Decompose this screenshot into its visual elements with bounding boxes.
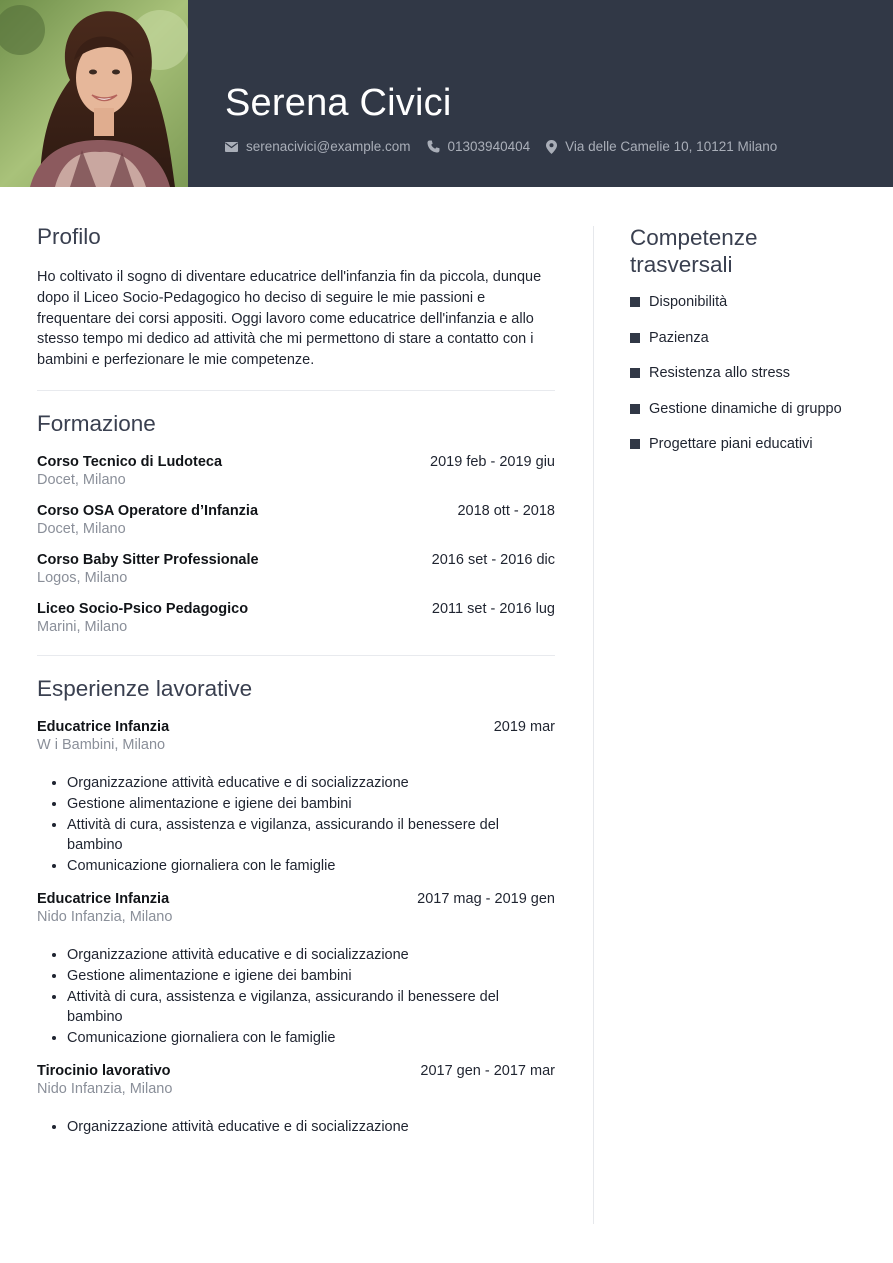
skill-label: Resistenza allo stress [649,365,791,381]
bullet-item: • Organizzazione attività educative e di socializzazione [67,1117,555,1138]
education-item-date: 2018 ott - 2018 [457,502,555,519]
square-bullet-icon [630,439,640,449]
skill-item [630,328,860,349]
experience-item-title: Educatrice Infanzia [37,890,170,907]
skill-label: Disponibilità [649,294,728,310]
education-item-title: Liceo Socio-Psico Pedagogico [37,600,249,617]
skill-label: Progettare piani educativi [649,436,813,452]
contact-phone[interactable] [427,139,531,154]
skill-label: Gestione dinamiche di gruppo [649,400,842,417]
main-column [37,224,555,1152]
square-bullet-icon [630,333,640,343]
bullet-item: • Organizzazione attività educative e di socializzazione [67,945,555,966]
education-item-place: Docet, Milano [37,520,126,537]
address-text: Via delle Camelie 10, 10121 Milano [565,139,778,154]
map-pin-icon [546,140,557,154]
experience-list [37,719,555,1138]
bullet-item: • Comunicazione giornaliera con le famiglie [67,1028,555,1049]
profile-text: Ho coltivato il sogno di diventare educatrice dell'infanzia fin da piccola, dunque dopo il Liceo Socio-Pedagogico ho deciso di seguire le mie passioni e frequentare dei corsi appositi. Oggi lavoro come educatrice dell'infanzia e allo stesso tempo mi dedico ad attività che mi permettono di stare a contatto con i bambini e perfezionare le mie competenze. [37,269,542,369]
square-bullet-icon [630,297,640,307]
skill-label: Pazienza [649,329,709,346]
experience-item [37,1063,555,1138]
bullet-item: • Gestione alimentazione e igiene dei bambini [67,966,555,987]
education-item-title: Corso OSA Operatore d’Infanzia [37,502,259,519]
education-item [37,601,555,635]
education-item-title: Corso Tecnico di Ludoteca [37,453,223,470]
contact-email[interactable] [225,139,411,154]
section-divider [37,390,555,391]
education-item [37,552,555,586]
education-title: Formazione [37,410,156,436]
experience-bullets [37,945,555,1049]
education-item-place: Marini, Milano [37,618,128,635]
experience-item-place: Nido Infanzia, Milano [37,1080,173,1097]
skill-item [630,434,860,455]
envelope-icon [225,142,238,152]
contact-address [546,139,777,154]
experience-bullets [37,1117,555,1138]
bullet-item: • Organizzazione attività educative e di socializzazione [67,773,555,794]
skills-title: Competenze trasversali [630,225,758,277]
bullet-item: • Attività di cura, assistenza e vigilanza, assicurando il benessere del bambino [67,815,555,857]
education-item-place: Docet, Milano [37,471,126,488]
education-list [37,454,555,635]
square-bullet-icon [630,368,640,378]
experience-bullets [37,773,555,877]
bullet-item: • Attività di cura, assistenza e vigilanza, assicurando il benessere del bambino [67,987,555,1029]
experience-item [37,719,555,877]
square-bullet-icon [630,404,640,414]
phone-icon [427,140,440,153]
experience-item-place: W i Bambini, Milano [37,736,166,753]
profile-title: Profilo [37,224,101,249]
education-item [37,503,555,537]
education-item [37,454,555,488]
experience-item-title: Educatrice Infanzia [37,718,170,735]
column-divider [593,226,594,1224]
experience-item-date: 2019 mar [493,718,555,735]
candidate-name: Serena Civici [225,82,452,124]
education-item-date: 2011 set - 2016 lug [431,600,555,617]
email-text: serenacivici@example.com [246,139,411,154]
sidebar-column [630,224,860,470]
phone-text: 01303940404 [447,139,531,154]
experience-item-date: 2017 gen - 2017 mar [420,1062,555,1079]
experience-item-place: Nido Infanzia, Milano [37,908,173,925]
education-item-title: Corso Baby Sitter Professionale [37,551,259,568]
experience-item-title: Tirocinio lavorativo [37,1062,171,1079]
header-banner [0,0,893,187]
bullet-item: • Comunicazione giornaliera con le famiglie [67,856,555,877]
experience-item [37,891,555,1049]
experience-title: Esperienze lavorative [37,675,253,701]
contact-bar [225,139,793,154]
skill-item [630,363,860,384]
bullet-item: • Gestione alimentazione e igiene dei bambini [67,794,555,815]
education-item-date: 2016 set - 2016 dic [431,551,555,568]
education-item-place: Logos, Milano [37,569,128,586]
skill-item [630,399,860,420]
education-item-date: 2019 feb - 2019 giu [430,453,555,470]
profile-photo [0,0,188,187]
skills-list [630,292,860,455]
experience-item-date: 2017 mag - 2019 gen [417,890,555,907]
skill-item [630,292,860,313]
section-divider [37,655,555,656]
